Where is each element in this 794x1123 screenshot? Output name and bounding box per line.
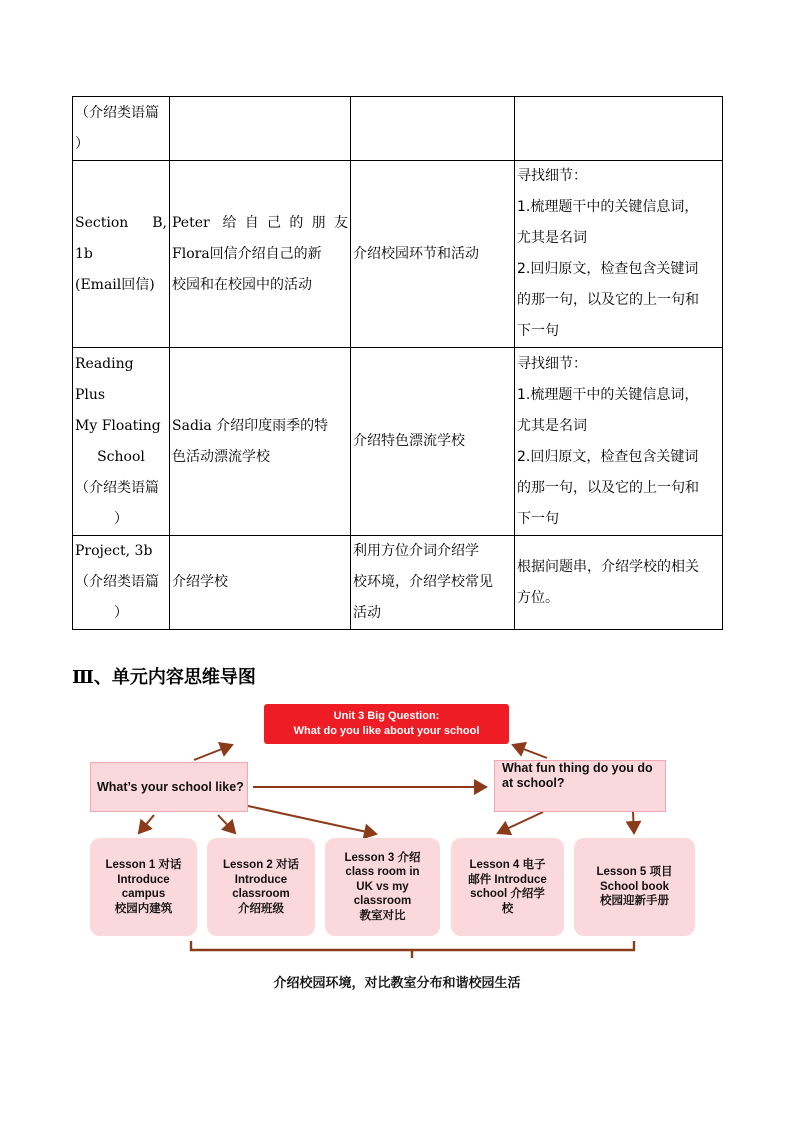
lesson-line: 邮件 Introduce (468, 873, 547, 886)
cell-line: Flora回信介绍自己的新 (172, 245, 322, 262)
cell-line: Project, 3b (75, 543, 153, 559)
cell-line: 活动 (353, 605, 381, 621)
cell-line: 利用方位介词介绍学 (353, 543, 479, 559)
cell-line: 1b (75, 245, 93, 262)
lesson-box (325, 838, 440, 936)
cell-line: 介绍校园环节和活动 (353, 245, 479, 262)
cell-line: 方位。 (517, 589, 559, 606)
arrow (248, 806, 376, 834)
lesson-box (451, 838, 564, 936)
cell-line: 2.回归原文，检查包含关键词 (517, 448, 699, 465)
cell-line: ） (114, 605, 128, 621)
lesson-line: Lesson 1 对话 (105, 859, 182, 871)
lesson-box (90, 838, 197, 936)
cell-line: 寻找细节： (517, 168, 587, 184)
question-right-line: What fun thing do you do (502, 761, 653, 775)
section-heading: Ⅲ、单元内容思维导图 (72, 667, 256, 688)
lesson-box (574, 838, 695, 936)
cell-line: 校园和在校园中的活动 (172, 276, 312, 293)
lesson-line: Lesson 5 项目 (596, 866, 673, 879)
cell-line: 介绍学校 (172, 574, 228, 590)
cell-line: （介绍类语篇 (75, 574, 159, 590)
question-left-text: What’s your school like? (97, 780, 244, 794)
lesson-line: 校园内建筑 (114, 902, 173, 915)
lesson-line: classroom (353, 895, 412, 908)
lesson-line: Introduce (234, 873, 288, 886)
lesson-line: 校园迎新手册 (600, 895, 669, 908)
arrow (633, 812, 634, 833)
arrow (498, 812, 543, 833)
lesson-line: 介绍班级 (238, 902, 284, 915)
question-right-line: at school? (502, 776, 565, 790)
cell-line: 色活动漂流学校 (172, 448, 270, 465)
cell-line: 校环境，介绍学校常见 (353, 574, 493, 590)
lesson-line: 教室对比 (359, 909, 406, 922)
summary-brace (191, 941, 634, 958)
cell-line: ） (114, 510, 128, 527)
cell-line: Reading (75, 355, 134, 372)
lesson-line: UK vs my (356, 880, 409, 893)
lesson-line: Lesson 2 对话 (222, 859, 300, 871)
arrow (194, 745, 232, 760)
arrow (513, 745, 547, 758)
cell-line: 下一句 (517, 510, 559, 527)
lesson-line: Lesson 4 电子 (469, 859, 546, 871)
cell-line: 寻找细节： (517, 355, 587, 372)
big-question-box (264, 704, 509, 744)
lesson-line: Introduce (117, 873, 170, 886)
cell-line: 1.梳理题干中的关键信息词， (517, 199, 699, 215)
mindmap-summary: 介绍校园环境，对比教室分布和谐校园生活 (273, 976, 521, 991)
cell-line: 的那一句，以及它的上一句和 (517, 292, 699, 308)
lesson-line: campus (121, 888, 166, 900)
lesson-line: 校 (501, 902, 514, 915)
lesson-line: classroom (232, 888, 290, 900)
big-question-line: What do you like about your school (293, 725, 480, 737)
cell-line: 根据问题串，介绍学校的相关 (517, 558, 699, 575)
cell-line: 尤其是名词 (517, 230, 587, 246)
cell-line: 下一句 (517, 323, 559, 339)
cell-line: 2.回归原文，检查包含关键词 (517, 261, 699, 277)
cell-line: Peter 给自己的朋友 (172, 214, 348, 231)
cell-line: School (97, 448, 145, 465)
lesson-line: class room in (345, 866, 420, 879)
lesson-line: Lesson 3 介绍 (344, 851, 421, 864)
cell-line: (Email回信) (75, 276, 155, 293)
cell-line: 的那一句，以及它的上一句和 (517, 479, 699, 496)
cell-line: My Floating (75, 417, 161, 434)
question-left-box (90, 762, 248, 812)
cell-line: Section B, (75, 214, 167, 231)
arrow (139, 815, 154, 833)
lesson-line: School book (600, 880, 669, 893)
cell-line: 介绍特色漂流学校 (353, 433, 465, 449)
arrow (218, 815, 235, 833)
cell-line: （介绍类语篇 (75, 104, 159, 121)
lesson-box (207, 838, 315, 936)
cell-line: （介绍类语篇 (75, 479, 159, 496)
cell-line: ） (75, 135, 89, 152)
cell-line: Sadia 介绍印度雨季的特 (172, 417, 329, 434)
cell-line: Plus (75, 386, 106, 403)
lesson-line: school 介绍学 (470, 888, 545, 900)
question-right-box (494, 760, 666, 812)
big-question-line: Unit 3 Big Question: (333, 710, 440, 722)
cell-line: 尤其是名词 (517, 417, 587, 434)
cell-line: 1.梳理题干中的关键信息词， (517, 386, 699, 403)
